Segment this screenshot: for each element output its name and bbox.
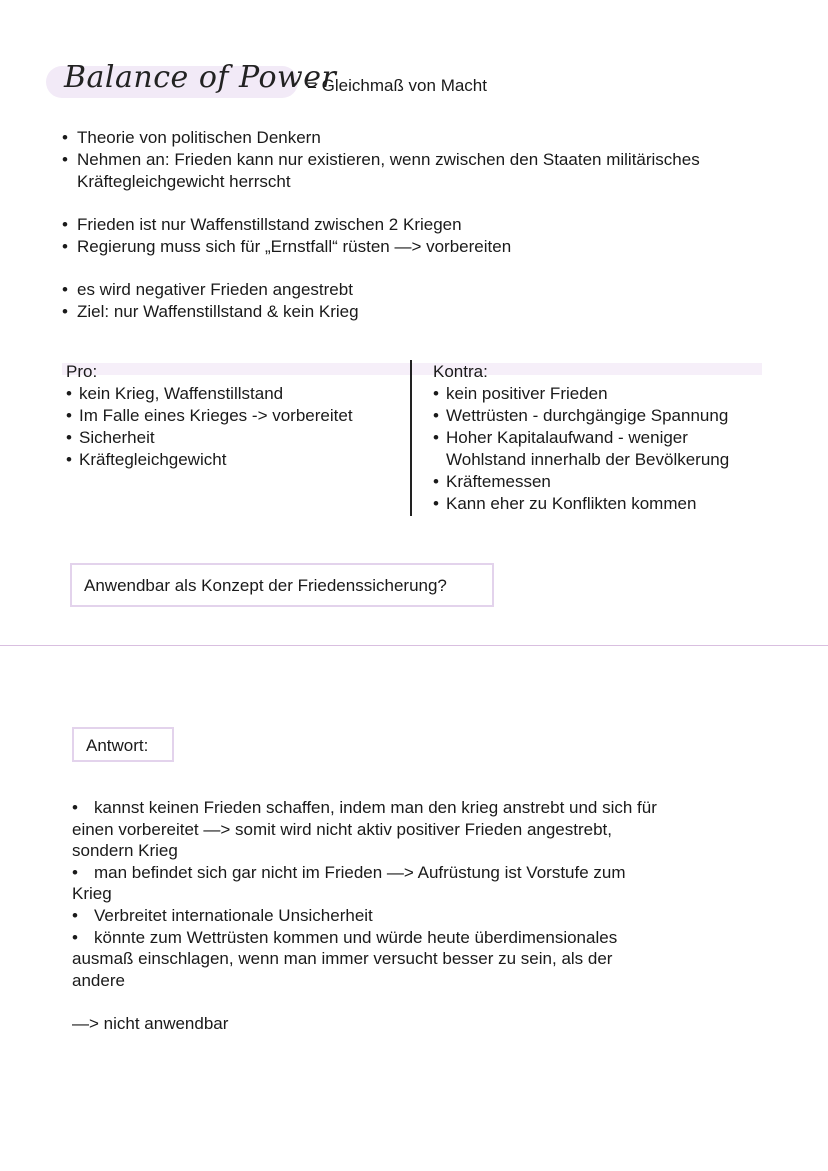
kontra-list (433, 383, 773, 449)
question-box: Anwendbar als Konzept der Friedenssicherung? (70, 563, 494, 607)
pro-item: • Kräftegleichgewicht (66, 449, 406, 471)
kontra-item: • Wettrüsten - durchgängige Spannung (433, 405, 773, 427)
conclusion: —> nicht anwendbar (72, 1014, 229, 1033)
list-item: • Frieden ist nur Waffenstillstand zwischen 2 Kriegen (62, 214, 782, 236)
answer-line: einen vorbereitet —> somit wird nicht aktiv positiver Frieden angestrebt, (72, 819, 612, 839)
kontra-item: • Hoher Kapitalaufwand - weniger (433, 427, 773, 449)
pro-item: • Sicherheit (66, 427, 406, 449)
list-item: • Theorie von politischen Denkern (62, 127, 782, 149)
list-item-continuation: Kräftegleichgewicht herrscht (77, 172, 291, 191)
page-separator (0, 645, 828, 646)
kontra-item: • Kräftemessen (433, 471, 773, 493)
answer-line: andere (72, 970, 125, 990)
intro-group-2 (62, 214, 782, 258)
page-title: Balance of Power (64, 60, 337, 95)
kontra-item-continuation: Wohlstand innerhalb der Bevölkerung (446, 450, 730, 469)
kontra-item: • Kann eher zu Konflikten kommen (433, 493, 773, 515)
answer-point: • Verbreitet internationale Unsicherheit (72, 905, 373, 925)
kontra-item: • kein positiver Frieden (433, 383, 773, 405)
answer-label: Antwort: (72, 727, 174, 762)
pro-item: • kein Krieg, Waffenstillstand (66, 383, 406, 405)
list-item: • Nehmen an: Frieden kann nur existieren, wenn zwischen den Staaten militärisches (62, 149, 782, 171)
kontra-heading: Kontra: (433, 362, 488, 381)
intro-group-1 (62, 127, 782, 171)
answer-line: Krieg (72, 884, 112, 904)
pro-list (66, 383, 406, 471)
column-divider (410, 360, 412, 516)
list-item: • Ziel: nur Waffenstillstand & kein Krieg (62, 301, 782, 323)
answer-point: • man befindet sich gar nicht im Frieden —> Aufrüstung ist Vorstufe zum (72, 862, 626, 882)
kontra-list-2 (433, 471, 773, 515)
pro-item: • Im Falle eines Krieges -> vorbereitet (66, 405, 406, 427)
list-item: • Regierung muss sich für „Ernstfall“ rüsten —> vorbereiten (62, 236, 782, 258)
answer-line: ausmaß einschlagen, wenn man immer versucht besser zu sein, als der (72, 949, 613, 969)
list-item: • es wird negativer Frieden angestrebt (62, 279, 782, 301)
kontra-column (433, 361, 773, 515)
answer-body (72, 797, 752, 991)
intro-group-3 (62, 279, 782, 323)
pro-heading: Pro: (66, 362, 98, 381)
pro-column (66, 361, 406, 471)
page-subtitle: = Gleichmaß von Macht (307, 76, 487, 95)
answer-point: • könnte zum Wettrüsten kommen und würde heute überdimensionales (72, 927, 618, 947)
answer-line: sondern Krieg (72, 841, 178, 861)
answer-point: • kannst keinen Frieden schaffen, indem man den krieg anstrebt und sich für (72, 798, 657, 817)
